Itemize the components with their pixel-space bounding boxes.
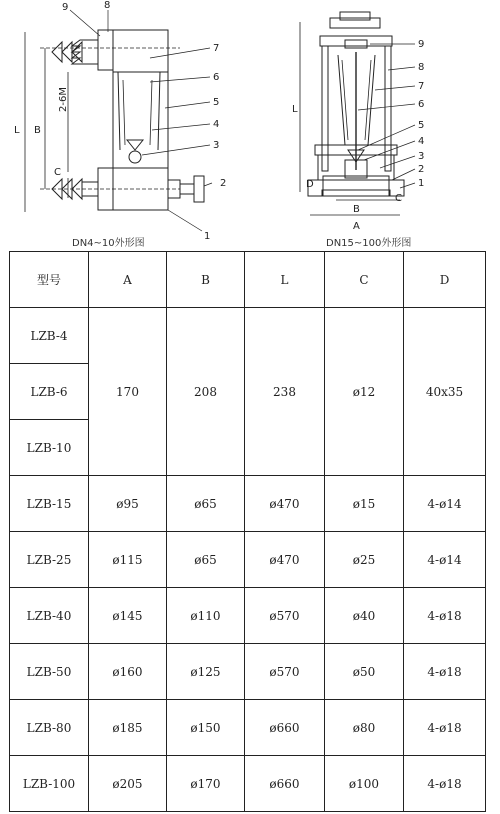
model-cell: LZB-10 — [10, 420, 89, 476]
dim-C: C — [395, 193, 402, 204]
header-D: D — [404, 252, 486, 308]
model-cell: LZB-50 — [10, 644, 89, 700]
dim-L: L — [292, 104, 298, 115]
dim-2-6M: 2-6M — [58, 87, 69, 112]
value-D: 40x35 — [404, 308, 486, 476]
callout-5: 5 — [213, 97, 220, 108]
callout-1: 1 — [204, 231, 211, 242]
value-L: 238 — [245, 308, 325, 476]
value-B: ø65 — [167, 532, 245, 588]
value-B: ø150 — [167, 700, 245, 756]
dim-A: A — [353, 221, 360, 232]
drawing-dn15-100 — [250, 0, 500, 250]
caption-dn15-100: DN15~100外形图 — [326, 238, 412, 249]
callout-1: 1 — [418, 178, 425, 189]
value-D: 4-ø18 — [404, 588, 486, 644]
value-A: ø115 — [89, 532, 167, 588]
header-model: 型号 — [10, 252, 89, 308]
callout-3: 3 — [418, 151, 425, 162]
header-A: A — [89, 252, 167, 308]
value-L: ø660 — [245, 756, 325, 812]
technical-drawings — [0, 0, 500, 250]
caption-dn4-10: DN4~10外形图 — [72, 238, 145, 249]
callout-8: 8 — [104, 0, 111, 11]
callout-8: 8 — [418, 62, 425, 73]
value-A: 170 — [89, 308, 167, 476]
value-A: ø205 — [89, 756, 167, 812]
value-L: ø470 — [245, 476, 325, 532]
header-row — [10, 252, 486, 308]
value-D: 4-ø18 — [404, 756, 486, 812]
value-C: ø40 — [325, 588, 404, 644]
value-D: 4-ø14 — [404, 476, 486, 532]
callout-2: 2 — [418, 164, 425, 175]
table-row — [10, 756, 486, 812]
model-cell: LZB-6 — [10, 364, 89, 420]
value-B: 208 — [167, 308, 245, 476]
drawing-dn4-10 — [0, 0, 250, 250]
value-C: ø15 — [325, 476, 404, 532]
callout-7: 7 — [213, 43, 220, 54]
callout-5: 5 — [418, 120, 425, 131]
callout-2: 2 — [220, 178, 227, 189]
header-B: B — [167, 252, 245, 308]
value-B: ø65 — [167, 476, 245, 532]
value-B: ø170 — [167, 756, 245, 812]
callout-9: 9 — [62, 2, 69, 13]
table-row — [10, 700, 486, 756]
value-B: ø125 — [167, 644, 245, 700]
value-C: ø80 — [325, 700, 404, 756]
value-A: ø185 — [89, 700, 167, 756]
callout-9: 9 — [418, 39, 425, 50]
value-C: ø12 — [325, 308, 404, 476]
callout-3: 3 — [213, 140, 220, 151]
header-C: C — [325, 252, 404, 308]
value-L: ø570 — [245, 588, 325, 644]
value-A: ø160 — [89, 644, 167, 700]
table-row — [10, 532, 486, 588]
callout-4: 4 — [213, 119, 220, 130]
value-B: ø110 — [167, 588, 245, 644]
header-L: L — [245, 252, 325, 308]
model-cell: LZB-80 — [10, 700, 89, 756]
model-cell: LZB-25 — [10, 532, 89, 588]
value-L: ø470 — [245, 532, 325, 588]
value-D: 4-ø18 — [404, 700, 486, 756]
spec-table — [9, 251, 486, 812]
model-cell: LZB-4 — [10, 308, 89, 364]
value-C: ø50 — [325, 644, 404, 700]
table-row — [10, 308, 486, 364]
model-cell: LZB-15 — [10, 476, 89, 532]
value-A: ø95 — [89, 476, 167, 532]
dim-B: B — [353, 204, 360, 215]
table-row — [10, 588, 486, 644]
dim-B: B — [34, 125, 41, 136]
value-D: 4-ø18 — [404, 644, 486, 700]
value-D: 4-ø14 — [404, 532, 486, 588]
table-row — [10, 644, 486, 700]
callout-6: 6 — [418, 99, 425, 110]
dim-C: C — [54, 167, 61, 178]
value-L: ø660 — [245, 700, 325, 756]
table-row — [10, 476, 486, 532]
model-cell: LZB-40 — [10, 588, 89, 644]
dim-D: D — [306, 179, 314, 190]
value-L: ø570 — [245, 644, 325, 700]
value-C: ø25 — [325, 532, 404, 588]
value-C: ø100 — [325, 756, 404, 812]
dim-L: L — [14, 125, 20, 136]
callout-4: 4 — [418, 136, 425, 147]
callout-6: 6 — [213, 72, 220, 83]
callout-7: 7 — [418, 81, 425, 92]
model-cell: LZB-100 — [10, 756, 89, 812]
value-A: ø145 — [89, 588, 167, 644]
